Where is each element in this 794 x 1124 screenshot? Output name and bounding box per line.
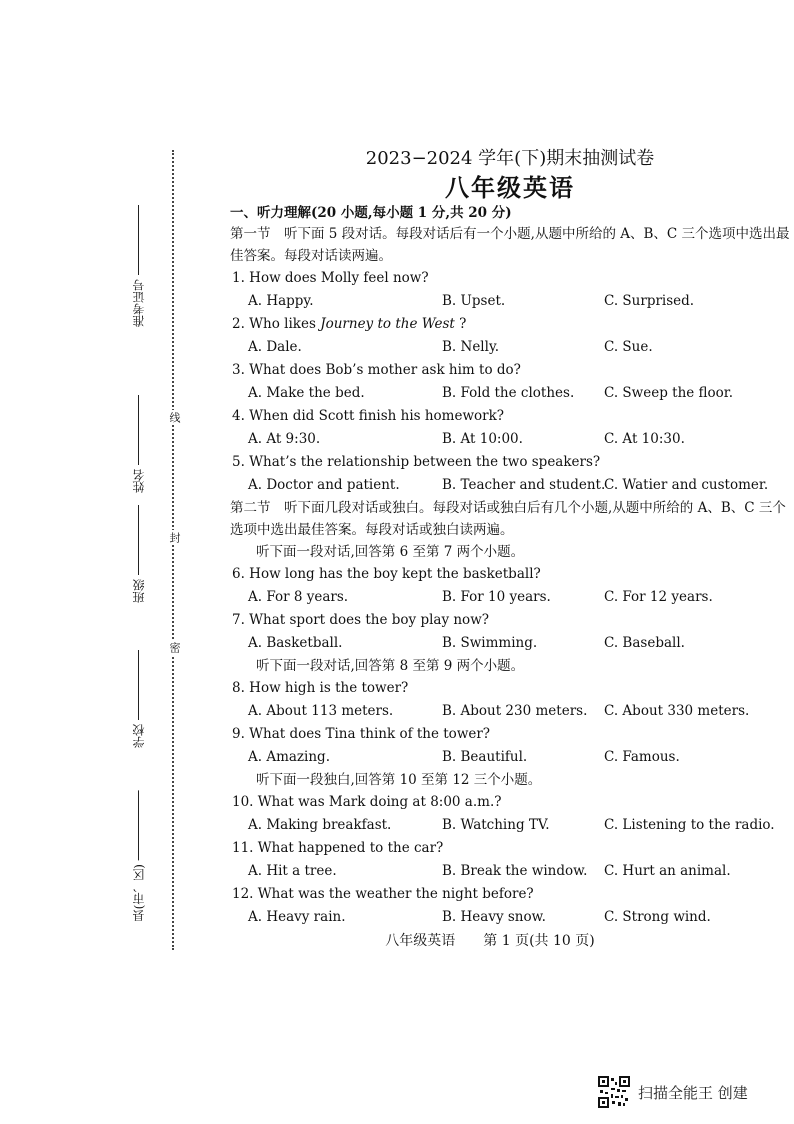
- options-row: [230, 906, 790, 929]
- options-row: [230, 336, 790, 359]
- options-row: [230, 814, 790, 837]
- option-b[interactable]: B. Beautiful.: [442, 749, 528, 765]
- field-blank[interactable]: [138, 395, 140, 465]
- field-county: [130, 790, 147, 921]
- field-label-class: 班级: [132, 579, 146, 603]
- exam-subtitle: 八年级英语: [445, 173, 575, 202]
- field-blank[interactable]: [138, 790, 140, 860]
- options-row: [230, 632, 790, 655]
- question-stem: 3. What does Bob’s mother ask him to do?: [232, 362, 521, 378]
- scanner-label: 扫描全能王 创建: [638, 1083, 748, 1102]
- seal-word-seal: 封: [168, 532, 181, 543]
- question-stem: 8. How high is the tower?: [232, 680, 409, 696]
- option-c[interactable]: C. For 12 years.: [604, 589, 713, 605]
- field-school: [130, 650, 147, 748]
- option-a[interactable]: A. For 8 years.: [248, 589, 349, 605]
- options-row: [230, 428, 790, 451]
- section-heading: 一、听力理解(20 小题,每小题 1 分,共 20 分): [230, 205, 512, 221]
- option-b[interactable]: B. Fold the clothes.: [442, 385, 575, 401]
- field-name: [130, 395, 147, 493]
- question-stem-text: 2. Who likes: [232, 316, 321, 332]
- question-stem: 11. What happened to the car?: [232, 840, 444, 856]
- option-c[interactable]: C. Sue.: [604, 339, 653, 355]
- listening-note: 听下面一段对话,回答第 8 至第 9 两个小题。: [256, 658, 525, 674]
- field-label-exam-number: 准考证号: [132, 279, 146, 327]
- option-a[interactable]: A. At 9:30.: [248, 431, 321, 447]
- listening-note: 听下面一段对话,回答第 6 至第 7 两个小题。: [256, 544, 525, 560]
- seal-word-secret: 密: [168, 642, 181, 653]
- option-a[interactable]: A. Hit a tree.: [248, 863, 337, 879]
- option-c[interactable]: C. Surprised.: [604, 293, 695, 309]
- option-a[interactable]: A. Happy.: [248, 293, 314, 309]
- field-exam-number: [130, 205, 147, 327]
- option-b[interactable]: B. About 230 meters.: [442, 703, 588, 719]
- field-blank[interactable]: [138, 650, 140, 720]
- listening-note: 听下面一段独白,回答第 10 至第 12 三个小题。: [256, 772, 542, 788]
- option-a[interactable]: A. Dale.: [248, 339, 302, 355]
- qr-code-icon: [598, 1076, 630, 1108]
- book-title: Journey to the West: [320, 316, 455, 332]
- option-b[interactable]: B. Watching TV.: [442, 817, 550, 833]
- option-c[interactable]: C. Hurt an animal.: [604, 863, 731, 879]
- option-a[interactable]: A. Amazing.: [248, 749, 330, 765]
- option-a[interactable]: A. Making breakfast.: [248, 817, 392, 833]
- question-stem: 7. What sport does the boy play now?: [232, 612, 489, 628]
- option-b[interactable]: B. Teacher and student.: [442, 477, 606, 493]
- seal-dotted-line: [172, 150, 174, 950]
- field-label-school: 学校: [132, 724, 146, 748]
- scanner-watermark: [598, 1076, 748, 1108]
- exam-content: [230, 203, 790, 929]
- question-stem: 5. What’s the relationship between the two speakers?: [232, 454, 601, 470]
- options-row: [230, 746, 790, 769]
- option-c[interactable]: C. Listening to the radio.: [604, 817, 775, 833]
- question-stem: 12. What was the weather the night before?: [232, 886, 534, 902]
- option-b[interactable]: B. Heavy snow.: [442, 909, 546, 925]
- option-b[interactable]: B. Swimming.: [442, 635, 538, 651]
- options-row: [230, 860, 790, 883]
- exam-title: 2023−2024 学年(下)期末抽测试卷: [365, 148, 655, 169]
- option-c[interactable]: C. Watier and customer.: [604, 477, 769, 493]
- option-b[interactable]: B. Upset.: [442, 293, 506, 309]
- options-row: [230, 586, 790, 609]
- option-b[interactable]: B. Nelly.: [442, 339, 500, 355]
- option-a[interactable]: A. Doctor and patient.: [248, 477, 400, 493]
- option-c[interactable]: C. Famous.: [604, 749, 680, 765]
- option-b[interactable]: B. At 10:00.: [442, 431, 523, 447]
- part2-instructions: 第二节 听下面几段对话或独白。每段对话或独白后有几个小题,从题中所给的 A、B、C 三个选项中选出最佳答案。每段对话或独白读两遍。: [230, 500, 786, 538]
- option-c[interactable]: C. Sweep the floor.: [604, 385, 734, 401]
- field-label-county: 县(市、区): [132, 864, 146, 922]
- question-stem: [230, 313, 790, 336]
- option-a[interactable]: A. Make the bed.: [248, 385, 365, 401]
- options-row: [230, 382, 790, 405]
- question-stem-text: ?: [454, 316, 467, 332]
- option-a[interactable]: A. Heavy rain.: [248, 909, 346, 925]
- field-blank[interactable]: [138, 505, 140, 575]
- question-stem: 9. What does Tina think of the tower?: [232, 726, 491, 742]
- options-row: [230, 474, 790, 497]
- option-c[interactable]: C. At 10:30.: [604, 431, 685, 447]
- field-label-name: 姓名: [132, 469, 146, 493]
- seal-word-line: 线: [168, 412, 181, 423]
- option-a[interactable]: A. Basketball.: [248, 635, 343, 651]
- page-footer: 八年级英语 第 1 页(共 10 页): [385, 933, 595, 949]
- field-blank[interactable]: [138, 205, 140, 275]
- question-stem: 6. How long has the boy kept the basketball?: [232, 566, 541, 582]
- question-stem: 10. What was Mark doing at 8:00 a.m.?: [232, 794, 502, 810]
- field-class: [130, 505, 147, 603]
- option-c[interactable]: C. About 330 meters.: [604, 703, 750, 719]
- option-b[interactable]: B. Break the window.: [442, 863, 588, 879]
- question-stem: 4. When did Scott finish his homework?: [232, 408, 505, 424]
- option-a[interactable]: A. About 113 meters.: [248, 703, 394, 719]
- option-c[interactable]: C. Baseball.: [604, 635, 685, 651]
- question-stem: 1. How does Molly feel now?: [232, 270, 429, 286]
- part1-instructions: 第一节 听下面 5 段对话。每段对话后有一个小题,从题中所给的 A、B、C 三个选项中选出最佳答案。每段对话读两遍。: [230, 226, 790, 264]
- option-c[interactable]: C. Strong wind.: [604, 909, 711, 925]
- option-b[interactable]: B. For 10 years.: [442, 589, 551, 605]
- options-row: [230, 700, 790, 723]
- options-row: [230, 290, 790, 313]
